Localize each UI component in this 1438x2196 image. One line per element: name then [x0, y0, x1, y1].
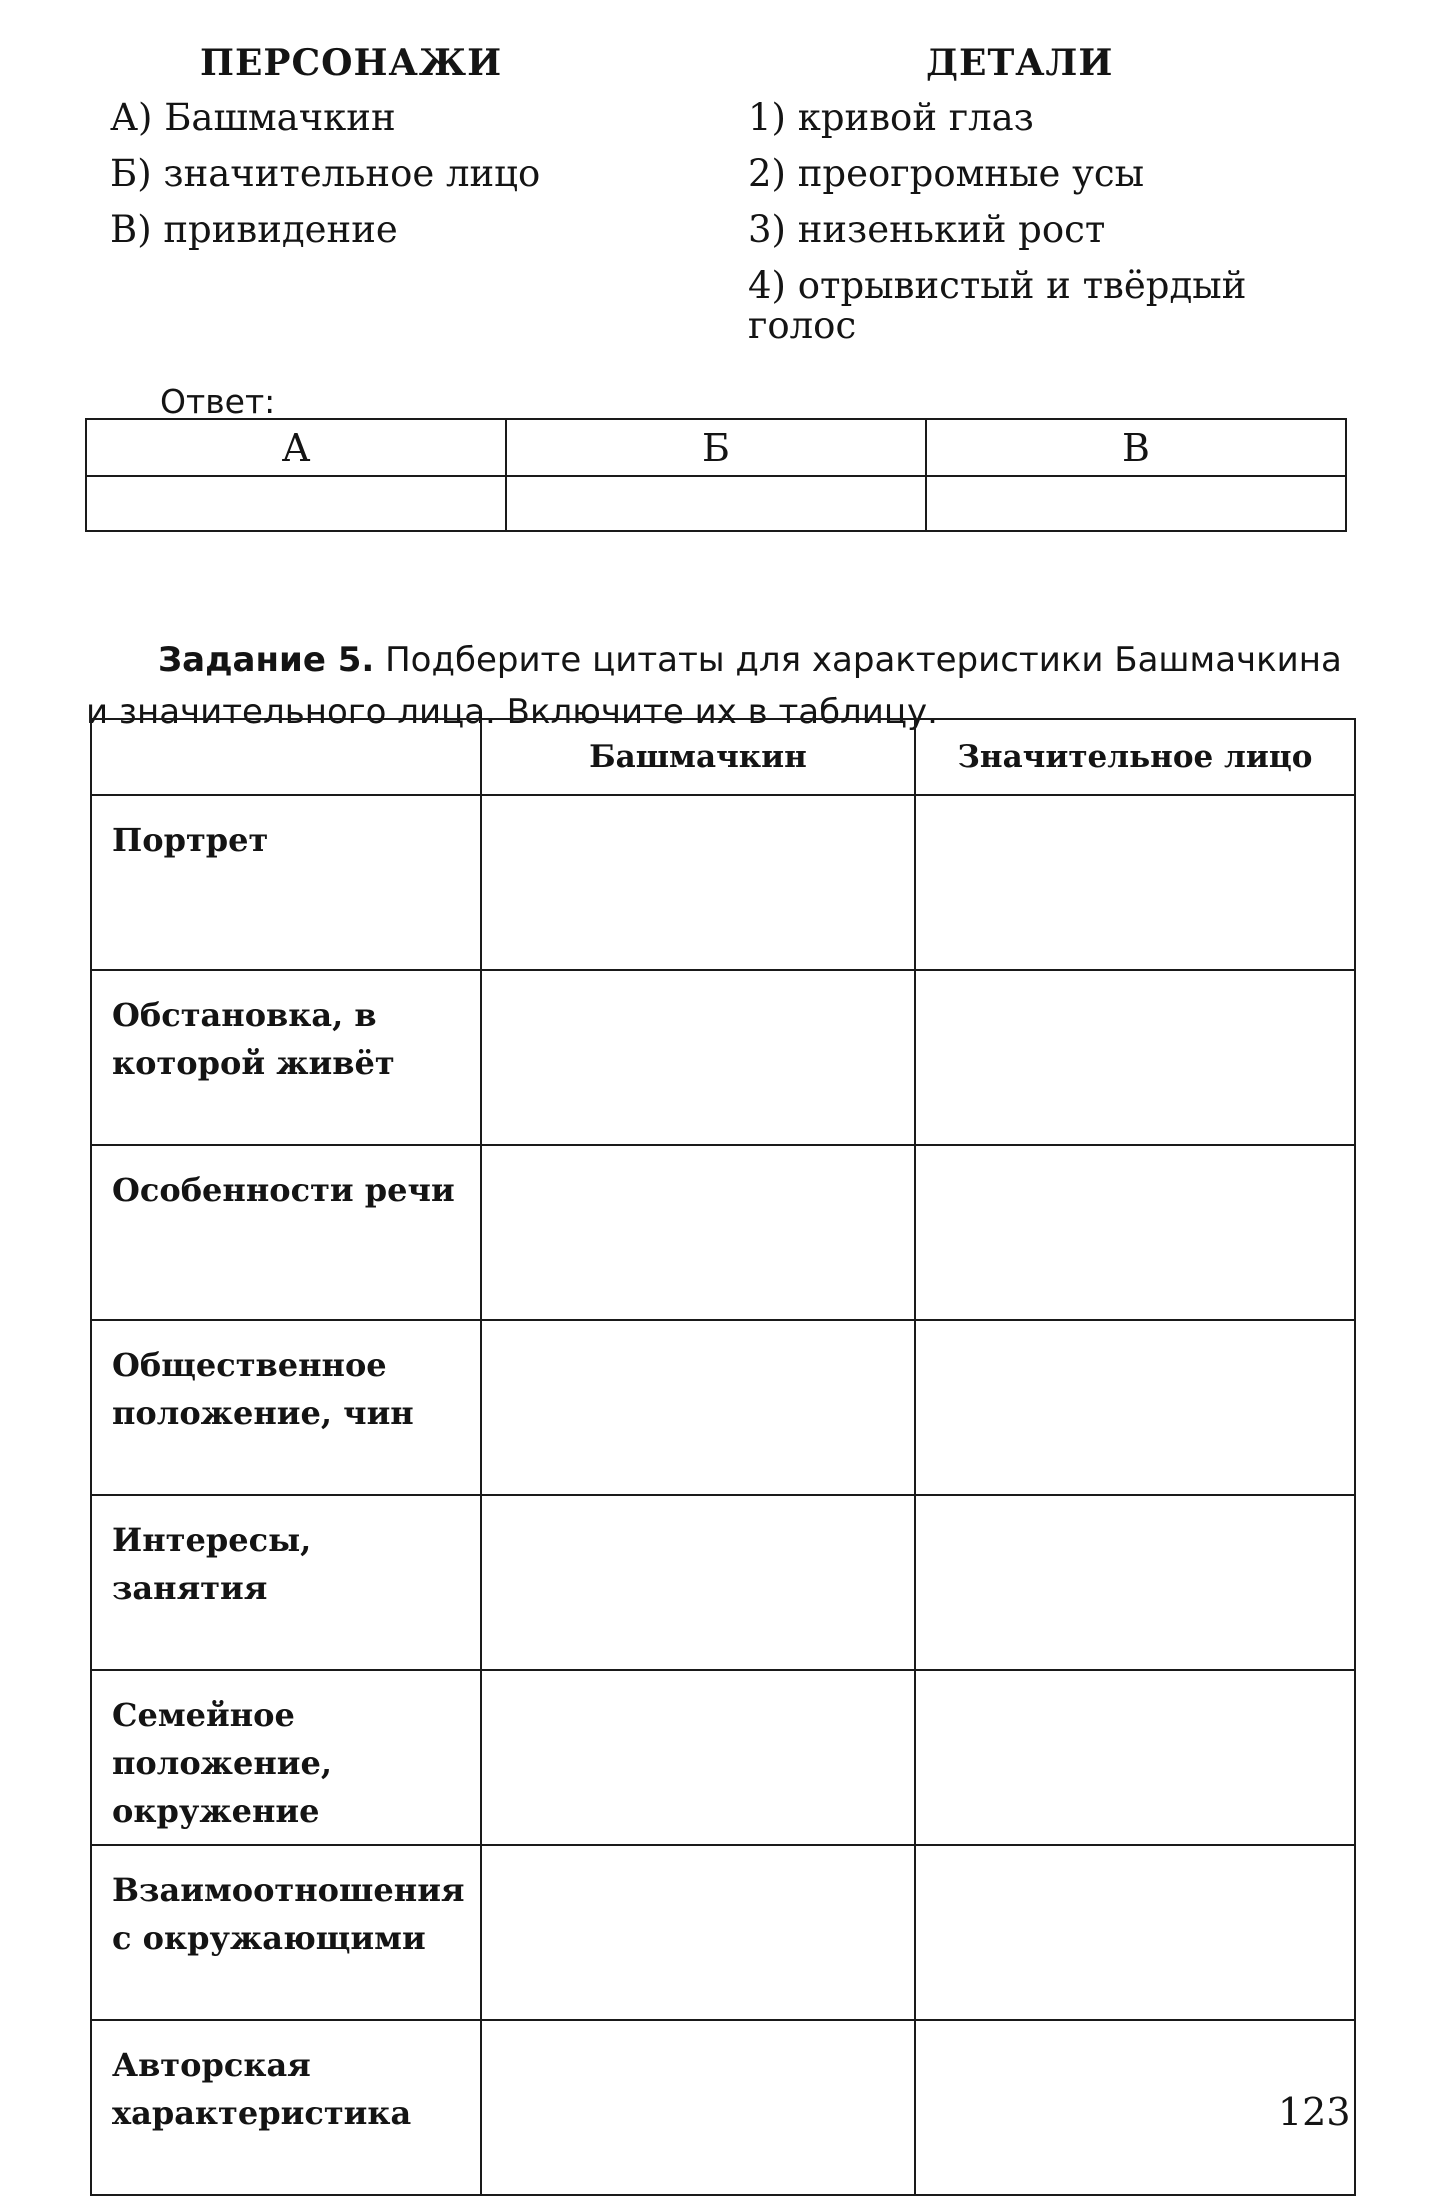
answer-column-b: Б	[506, 419, 926, 476]
answer-column-a: А	[86, 419, 506, 476]
row-label-author-characterization: Авторская характеристика	[91, 2020, 481, 2195]
details-heading: ДЕТАЛИ	[926, 42, 1114, 84]
table-row	[91, 1145, 1355, 1320]
answer-cell[interactable]	[481, 1320, 915, 1495]
answer-cell[interactable]	[481, 795, 915, 970]
answer-cell[interactable]	[915, 1495, 1355, 1670]
answer-cell-c[interactable]	[926, 476, 1346, 531]
answer-cell-a[interactable]	[86, 476, 506, 531]
row-label-relationships: Взаимоотношения с окружающими	[91, 1845, 481, 2020]
characters-list	[110, 98, 670, 266]
table-row	[91, 970, 1355, 1145]
character-item: В) привидение	[110, 208, 398, 251]
answer-cell[interactable]	[915, 1145, 1355, 1320]
answer-column-c: В	[926, 419, 1346, 476]
detail-item: 3) низенький рост	[748, 208, 1106, 251]
table-header-row	[91, 719, 1355, 795]
detail-item: 2) преогромные усы	[748, 152, 1145, 195]
header-empty	[91, 719, 481, 795]
answer-label: Ответ:	[160, 382, 276, 421]
details-list	[748, 98, 1348, 362]
answer-cell[interactable]	[481, 1495, 915, 1670]
answer-cell[interactable]	[481, 970, 915, 1145]
header-bashmachkin: Башмачкин	[481, 719, 915, 795]
table-row	[91, 795, 1355, 970]
answer-cell[interactable]	[481, 1845, 915, 2020]
answer-cell[interactable]	[915, 1670, 1355, 1845]
characterization-table	[90, 718, 1356, 2196]
answer-cell[interactable]	[481, 2020, 915, 2195]
task-5-text: Подберите цитаты для характеристики Башмачкина и значительного лица. Включите их в таблицу.	[86, 640, 1342, 732]
table-row	[91, 1495, 1355, 1670]
character-item: А) Башмачкин	[110, 96, 396, 139]
answer-cell[interactable]	[481, 1145, 915, 1320]
answer-cell[interactable]	[481, 1670, 915, 1845]
answer-cell-b[interactable]	[506, 476, 926, 531]
detail-item: 1) кривой глаз	[748, 96, 1034, 139]
answer-cell[interactable]	[915, 1845, 1355, 2020]
page-number: 123	[1278, 2090, 1351, 2134]
table-row	[91, 2020, 1355, 2195]
character-item: Б) значительное лицо	[110, 152, 541, 195]
row-label-family: Семейное положение, окружение	[91, 1670, 481, 1845]
answer-header-row	[86, 419, 1346, 476]
detail-item: 4) отрывистый и твёрдый голос	[748, 264, 1247, 347]
row-label-surroundings: Обстановка, в которой живёт	[91, 970, 481, 1145]
answer-cell[interactable]	[915, 970, 1355, 1145]
table-row	[91, 1845, 1355, 2020]
answer-input-row	[86, 476, 1346, 531]
row-label-portrait: Портрет	[91, 795, 481, 970]
characters-heading: ПЕРСОНАЖИ	[200, 42, 503, 84]
row-label-interests: Интересы, занятия	[91, 1495, 481, 1670]
table-row	[91, 1670, 1355, 1845]
answer-cell[interactable]	[915, 1320, 1355, 1495]
row-label-social-position: Общественное положение, чин	[91, 1320, 481, 1495]
task-5-label: Задание 5.	[158, 640, 375, 680]
table-row	[91, 1320, 1355, 1495]
header-significant-person: Значительное лицо	[915, 719, 1355, 795]
answer-table	[85, 418, 1347, 532]
answer-cell[interactable]	[915, 795, 1355, 970]
row-label-speech: Особенности речи	[91, 1145, 481, 1320]
